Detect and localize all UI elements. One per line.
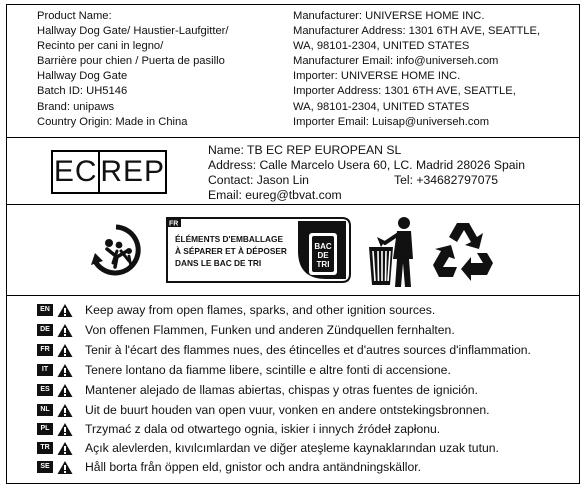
warning-row-se bbox=[37, 458, 421, 476]
manufacturer-email: Manufacturer Email: info@universeh.com bbox=[293, 55, 499, 68]
lang-badge-pl: PL bbox=[37, 423, 53, 435]
warning-icon bbox=[57, 441, 73, 456]
warning-icon bbox=[57, 343, 73, 358]
lang-badge-se: SE bbox=[37, 461, 53, 473]
ec-rep-symbol bbox=[51, 150, 167, 194]
warning-icon bbox=[57, 460, 73, 475]
warning-icon bbox=[57, 303, 73, 318]
warning-row-it bbox=[37, 361, 451, 379]
fr-tag: FR bbox=[169, 220, 179, 228]
warning-text-en: Keep away from open flames, sparks, and other ignition sources. bbox=[85, 303, 436, 317]
fr-line-1: ÉLÉMENTS D'EMBALLAGE bbox=[175, 234, 283, 244]
country-origin: Country Origin: Made in China bbox=[37, 115, 188, 128]
lang-badge-nl: NL bbox=[37, 404, 53, 416]
rep-address: Address: Calle Marcelo Usera 60, LC. Madrid 28026 Spain bbox=[208, 158, 526, 172]
warning-row-es bbox=[37, 381, 478, 399]
warning-icon bbox=[57, 323, 73, 338]
recycle-icon bbox=[431, 219, 495, 281]
tidyman-icon bbox=[363, 215, 421, 289]
warning-row-nl bbox=[37, 401, 490, 419]
manufacturer-address: Manufacturer Address: 1301 6TH AVE, SEATTLE, bbox=[293, 25, 541, 38]
rep-email: Email: eureg@tbvat.com bbox=[208, 188, 342, 202]
product-label bbox=[6, 4, 580, 484]
fr-line-3: DANS LE BAC DE TRI bbox=[175, 258, 262, 268]
manufacturer-name: Manufacturer: UNIVERSE HOME INC. bbox=[293, 10, 485, 22]
importer-email: Importer Email: Luisap@universeh.com bbox=[293, 115, 490, 128]
rep-mark: REP bbox=[100, 155, 165, 188]
fr-line-2: À SÉPARER ET À DÉPOSER bbox=[175, 246, 287, 256]
warning-text-de: Von offenen Flammen, Funken und anderen Zündquellen fernhalten. bbox=[85, 323, 455, 337]
warning-row-en bbox=[37, 301, 435, 319]
rep-name: Name: TB EC REP EUROPEAN SL bbox=[208, 143, 402, 157]
warning-row-pl bbox=[37, 420, 440, 438]
product-name-line: Barrière pour chien / Puerta de pasillo bbox=[37, 55, 225, 68]
lang-badge-en: EN bbox=[37, 304, 53, 316]
product-name-line: Hallway Dog Gate/ Haustier-Laufgitter/ bbox=[37, 25, 229, 38]
warning-icon bbox=[57, 422, 73, 437]
warning-icon bbox=[57, 403, 73, 418]
rep-contact: Contact: Jason Lin bbox=[208, 173, 309, 187]
warnings-section bbox=[7, 296, 579, 483]
bin-line-1: BAC bbox=[314, 242, 332, 251]
manufacturer-details bbox=[293, 9, 577, 130]
warning-row-fr bbox=[37, 341, 531, 359]
bin-line-2: DE bbox=[317, 251, 329, 260]
ec-rep-info bbox=[208, 143, 568, 203]
lang-badge-fr: FR bbox=[37, 344, 53, 356]
warning-icon bbox=[57, 363, 73, 378]
product-info-section bbox=[7, 5, 579, 138]
importer-address-cont: WA, 98101-2304, UNITED STATES bbox=[293, 100, 470, 113]
product-name-line: Hallway Dog Gate bbox=[37, 70, 128, 83]
fr-sorting-info bbox=[166, 216, 351, 284]
warning-text-nl: Uit de buurt houden van open vuur, vonken en andere ontstekingsbronnen. bbox=[85, 403, 490, 417]
warning-row-tr bbox=[37, 439, 499, 457]
fr-info-frame bbox=[166, 216, 351, 284]
lang-badge-it: IT bbox=[37, 364, 53, 376]
triman-icon bbox=[87, 221, 145, 279]
batch-id: Batch ID: UH5146 bbox=[37, 85, 128, 98]
warning-text-it: Tenere lontano da fiamme libere, scintille e altre fonti di accensione. bbox=[85, 363, 451, 377]
ec-mark: EC bbox=[53, 152, 100, 192]
warning-row-de bbox=[37, 321, 455, 339]
lang-badge-tr: TR bbox=[37, 442, 53, 454]
product-name-heading: Product Name: bbox=[37, 10, 112, 22]
warning-text-es: Mantener alejado de llamas abiertas, chispas y otras fuentes de ignición. bbox=[85, 383, 478, 397]
product-name-line: Recinto per cani in legno/ bbox=[37, 40, 164, 53]
warning-text-fr: Tenir à l'écart des flammes nues, des étincelles et d'autres sources d'inflammation. bbox=[85, 343, 531, 357]
rep-contact-row bbox=[208, 173, 568, 188]
recycling-section bbox=[7, 205, 579, 296]
rep-tel: Tel: +34682797075 bbox=[394, 173, 499, 187]
warning-text-se: Håll borta från öppen eld, gnistor och andra antändningskällor. bbox=[85, 460, 422, 474]
manufacturer-address-cont: WA, 98101-2304, UNITED STATES bbox=[293, 40, 470, 53]
warning-text-tr: Açık alevlerden, kıvılcımlardan ve diğer ateşleme kaynaklarından uzak tutun. bbox=[85, 441, 499, 455]
lang-badge-es: ES bbox=[37, 384, 53, 396]
bin-line-3: TRI bbox=[316, 260, 330, 269]
importer-name: Importer: UNIVERSE HOME INC. bbox=[293, 70, 461, 83]
warning-text-pl: Trzymać z dala od otwartego ognia, iskier i innych źródeł zapłonu. bbox=[85, 422, 441, 436]
warning-icon bbox=[57, 383, 73, 398]
ec-rep-section bbox=[7, 138, 579, 205]
product-details bbox=[37, 9, 287, 130]
lang-badge-de: DE bbox=[37, 324, 53, 336]
brand: Brand: unipaws bbox=[37, 100, 115, 113]
importer-address: Importer Address: 1301 6TH AVE, SEATTLE, bbox=[293, 85, 516, 98]
